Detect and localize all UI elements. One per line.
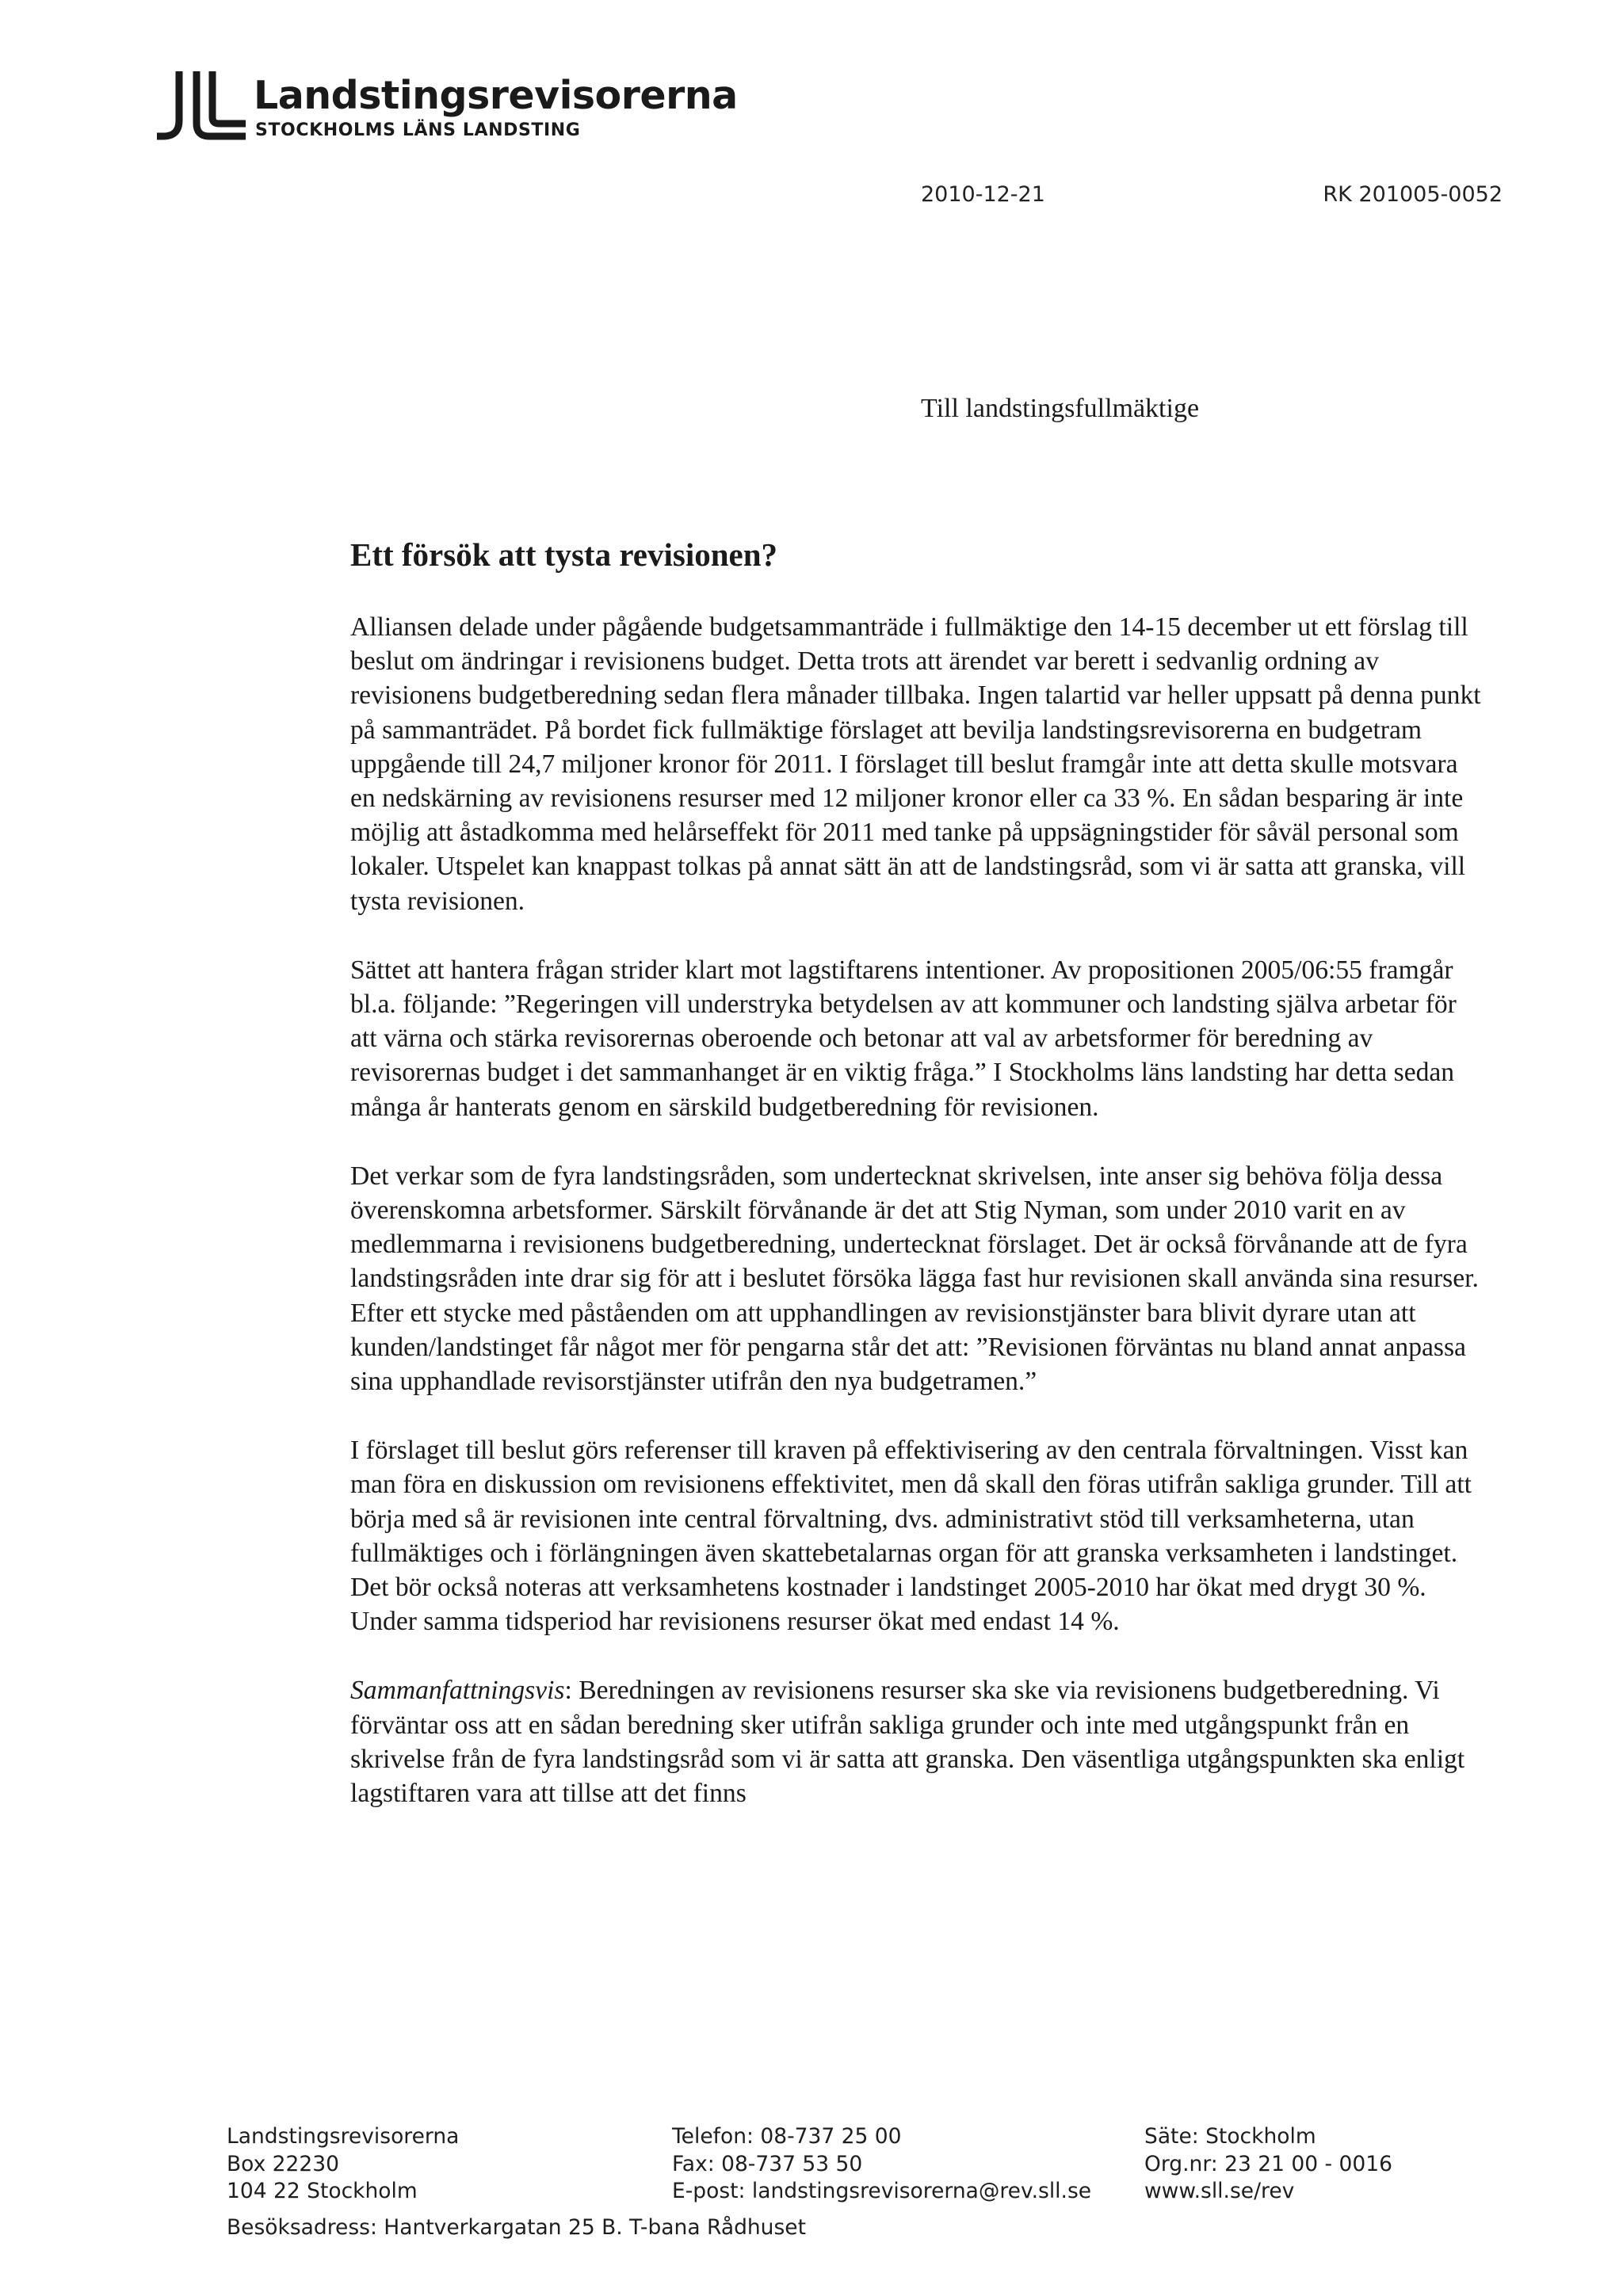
footer-address [227, 2123, 459, 2206]
footer-visiting-address: Besöksadress: Hantverkargatan 25 B. T-bana Rådhuset [227, 2215, 806, 2240]
recipient: Till landstingsfullmäktige [921, 394, 1200, 423]
footer-contact [672, 2123, 1091, 2206]
footer-postal: 104 22 Stockholm [227, 2179, 418, 2203]
summary-text: : Beredningen av revisionens resurser ska ske via revisionens budgetberedning. Vi förväntar oss att en sådan beredning sker utifrån sakliga grunder och inte med utgångspunkt från en skrivelse från de fyra landstingsråd som vi är satta att granska. Den väsentliga utgångspunkten ska enligt lagstiftaren vara att tillse att det finns [350, 1676, 1465, 1809]
summary-lead: Sammanfattningsvis [350, 1676, 565, 1706]
footer-box: Box 22230 [227, 2151, 339, 2176]
footer-seat: Säte: Stockholm [1144, 2124, 1316, 2149]
letter-title: Ett försök att tysta revisionen? [350, 536, 778, 573]
logo [155, 65, 738, 152]
reference-number: RK 201005-0052 [1323, 182, 1503, 207]
logo-name: Landstingsrevisorerna [254, 73, 738, 118]
paragraph: Det verkar som de fyra landstingsråden, som undertecknat skrivelsen, inte anser sig behöva följa dessa överenskomna arbetsformer. Särskilt förvånande är det att Stig Nyman, som under 2010 varit en av medlemmarna i revisionens budgetberedning, undertecknat förslaget. Det är också förvånande att de fyra landstingsråden inte drar sig för att i beslutet försöka lägga fast hur revisionen skall använda sina resurser. Efter ett stycke med påståenden om att upphandlingen av revisionstjänster bara blivit dyrare utan att kunden/landstinget får något mer för pengarna står det att: ”Revisionen förväntas nu bland annat anpassa sina upphandlade revisorstjänster utifrån den nya budgetramen.” [350, 1161, 1479, 1397]
footer-org-number: Org.nr: 23 21 00 - 0016 [1144, 2151, 1392, 2176]
footer-fax: Fax: 08-737 53 50 [672, 2151, 863, 2176]
footer-org-name: Landstingsrevisorerna [227, 2124, 460, 2149]
summary-paragraph [350, 1673, 1488, 1810]
letter-body [350, 610, 1488, 1810]
footer-website: www.sll.se/rev [1144, 2179, 1295, 2203]
footer [227, 2123, 1495, 2250]
footer-email: E-post: landstingsrevisorerna@rev.sll.se [672, 2179, 1092, 2203]
letter-date: 2010-12-21 [921, 182, 1045, 207]
paragraph: Alliansen delade under pågående budgetsammanträde i fullmäktige den 14-15 december ut ett förslag till beslut om ändringar i revisionens budget. Detta trots att ärendet var berett i sedvanlig ordning av revisionens budgetberedning sedan flera månader tillbaka. Ingen talartid var heller uppsatt på denna punkt på sammanträdet. På bordet fick fullmäktige förslaget att bevilja landstingsrevisorerna en budgetram uppgående till 24,7 miljoner kronor för 2011. I förslaget till beslut framgår inte att detta skulle motsvara en nedskärning av revisionens resurser med 12 miljoner kronor eller ca 33 %. En sådan besparing är inte möjlig att åstadkomma med helårseffekt för 2011 med tanke på uppsägningstider för såväl personal som lokaler. Utspelet kan knappast tolkas på annat sätt än att de landstingsråd, som vi är satta att granska, vill tysta revisionen. [350, 612, 1481, 916]
footer-phone: Telefon: 08-737 25 00 [672, 2124, 902, 2149]
paragraph: Sättet att hantera frågan strider klart mot lagstiftarens intentioner. Av propositionen 2005/06:55 framgår bl.a. följande: ”Regeringen vill understryka betydelsen av att kommuner och landsting själva arbetar för att värna och stärka revisorernas oberoende och betonar att val av arbetsformer för beredning av revisorernas budget i det sammanhanget är en viktig fråga.” I Stockholms läns landsting har detta sedan många år hanterats genom en särskild budgetberedning för revisionen. [350, 955, 1457, 1122]
logo-subtitle: STOCKHOLMS LÄNS LANDSTING [255, 120, 581, 140]
footer-registration [1144, 2123, 1392, 2206]
paragraph: I förslaget till beslut görs referenser till kraven på effektivisering av den centrala förvaltningen. Visst kan man föra en diskussion om revisionens effektivitet, men då skall den föras utifrån sakliga grunder. Till att börja med så är revisionen inte central förvaltning, dvs. administrativt stöd till verksamheterna, utan fullmäktiges och i förlängningen även skattebetalarnas organ för att granska verksamheten i landstinget. Det bör också noteras att verksamhetens kostnader i landstinget 2005-2010 har ökat med drygt 30 %. Under samma tidsperiod har revisionens resurser ökat med endast 14 %. [350, 1436, 1472, 1637]
jll-logo-mark-icon [155, 68, 249, 147]
